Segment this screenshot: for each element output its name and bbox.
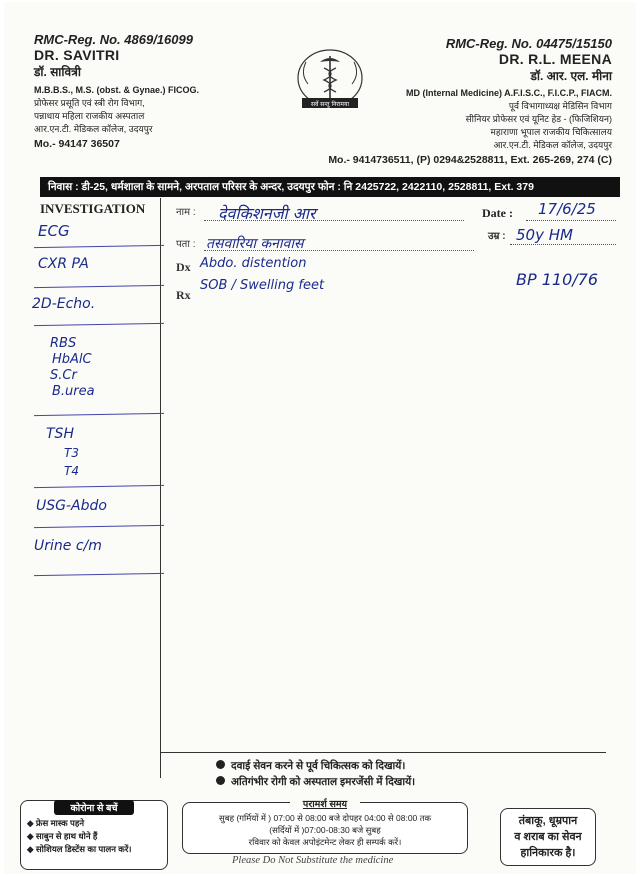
investigation-entry: T3 [64,446,79,460]
divider [34,413,164,416]
timing-line: रविवार को केवल अपोइंटमेन्ट लेकर ही सम्पर्क करें। [248,837,402,847]
dx-text: Abdo. distention [200,256,307,271]
left-doctor-name-hindi: डॉ. सावित्री [34,65,81,79]
tobacco-warning-box [500,808,596,866]
right-designation-3: महाराणा भूपाल राजकीय चिकित्सालय [490,127,612,137]
left-qualification: M.B.B.S., M.S. (obst. & Gynae.) FICOG. [34,85,200,95]
left-designation-2: पन्नाधाय महिला राजकीय अस्पताल [34,111,145,121]
timing-line: (सर्दियों में )07:00-08:30 बजे सुबह [269,825,381,835]
tobacco-line: हानिकारक है। [520,847,576,859]
tobacco-line: तंबाकू, धूम्रपान [518,815,578,827]
timing-line: सुबह (गर्मियों में ) 07:00 से 08:00 बजे दोपहर 04:00 से 08:00 तक [218,813,432,823]
date-dotted-line [526,220,616,221]
divider [34,525,164,528]
investigation-entry: RBS [50,336,77,351]
consultation-timing-box [182,799,468,854]
investigation-entry: ECG [38,222,70,240]
left-reg-number: RMC-Reg. No. 4869/16099 [34,32,193,47]
divider [34,485,164,488]
left-designation-3: आर.एन.टी. मेडिकल कॉलेज, उदयपुर [34,124,153,134]
left-doctor-header [34,32,284,150]
date-label: Date : [482,206,513,220]
patient-address-value: तसवारिया कनावास [206,236,304,252]
corona-item: ◆ सोशियल डिस्टेंस का पालन करें। [27,844,132,854]
patient-name-value: देवकिशनजी आर [218,204,316,223]
prescription-pad [4,2,636,874]
investigation-entry: S.Cr [50,368,77,383]
tobacco-line: व शराब का सेवन [514,831,582,843]
right-doctor-name: DR. R.L. MEENA [498,51,612,67]
rx-symbol: Rx [176,288,191,302]
right-doctor-name-hindi: डॉ. आर. एल. मीना [530,69,612,83]
divider [34,573,164,576]
rx-text: SOB / Swelling feet [200,278,325,293]
divider [34,323,164,326]
investigation-entry: CXR PA [38,256,89,272]
investigation-entry: Urine c/m [34,538,102,554]
age-dotted-line [510,244,616,245]
left-doctor-name: DR. SAVITRI [34,47,120,63]
investigation-entry: HbAlC [52,352,92,367]
right-designation-1: पूर्व विभागाध्यक्ष मेडिसिन विभाग [508,101,612,111]
investigation-entry: 2D-Echo. [32,296,96,312]
residence-address-bar: निवास : डी-25, धर्मशाला के सामने, अरपताल परिसर के अन्दर, उदयपुर फोन : नि 2425722, 2422110, 2528811, Ext. 379 [40,177,620,197]
corona-title: कोरोना से बचें [54,800,134,815]
blood-pressure: BP 110/76 [516,270,598,289]
corona-item: ◆ फ्रेस मास्क पहने [27,818,85,828]
right-doctor-header [272,36,612,166]
patient-name-label: नाम : [176,207,196,218]
left-mobile: Mo.- 94147 36507 [34,138,120,150]
date-value: 17/6/25 [538,200,596,218]
investigation-entry: USG-Abdo [36,498,107,514]
age-label: उम्र : [488,231,506,242]
right-designation-2: सीनियर प्रोफेसर एवं यूनिट हेड - (फिजिशियन) [465,114,612,124]
right-designation-4: आर.एन.टी. मेडिकल कॉलेज, उदयपुर [493,140,612,150]
investigation-entry: TSH [46,426,74,442]
right-reg-number: RMC-Reg. No. 04475/15150 [445,36,612,51]
age-value: 50y HM [516,226,573,244]
patient-address-label: पता : [176,239,196,250]
corona-advice-box [20,800,168,870]
timing-title: परामर्श समय [290,797,360,810]
corona-item: ◆ साबुन से हाथ धोने हैं [27,831,98,841]
instruction-notes [216,758,415,790]
investigation-entry: T4 [64,464,79,478]
right-mobile: Mo.- 9414736511, (P) 0294&2528811, Ext. 265-269, 274 (C) [328,154,612,166]
divider [34,285,164,288]
substitute-warning: Please Do Not Substitute the medicine [232,855,394,866]
left-designation-1: प्रोफेसर प्रसूति एवं स्त्री रोग विभाग, [34,98,145,108]
note-item: दवाई सेवन करने से पूर्व चिकित्सक को दिखायें। [216,758,415,774]
note-item: अतिगंभीर रोगी को अस्पताल इमरजेंसी में दिखायें। [216,774,415,790]
investigation-title: INVESTIGATION [40,201,146,216]
divider [34,245,164,248]
emblem-motto: सर्वे सन्तु निरामया [310,101,350,108]
dx-symbol: Dx [176,260,191,274]
footer-rule [160,752,606,753]
right-qualification: MD (Internal Medicine) A.F.I.S.C., F.I.C.P., FIACM. [405,88,612,98]
investigation-entry: B.urea [52,384,95,399]
